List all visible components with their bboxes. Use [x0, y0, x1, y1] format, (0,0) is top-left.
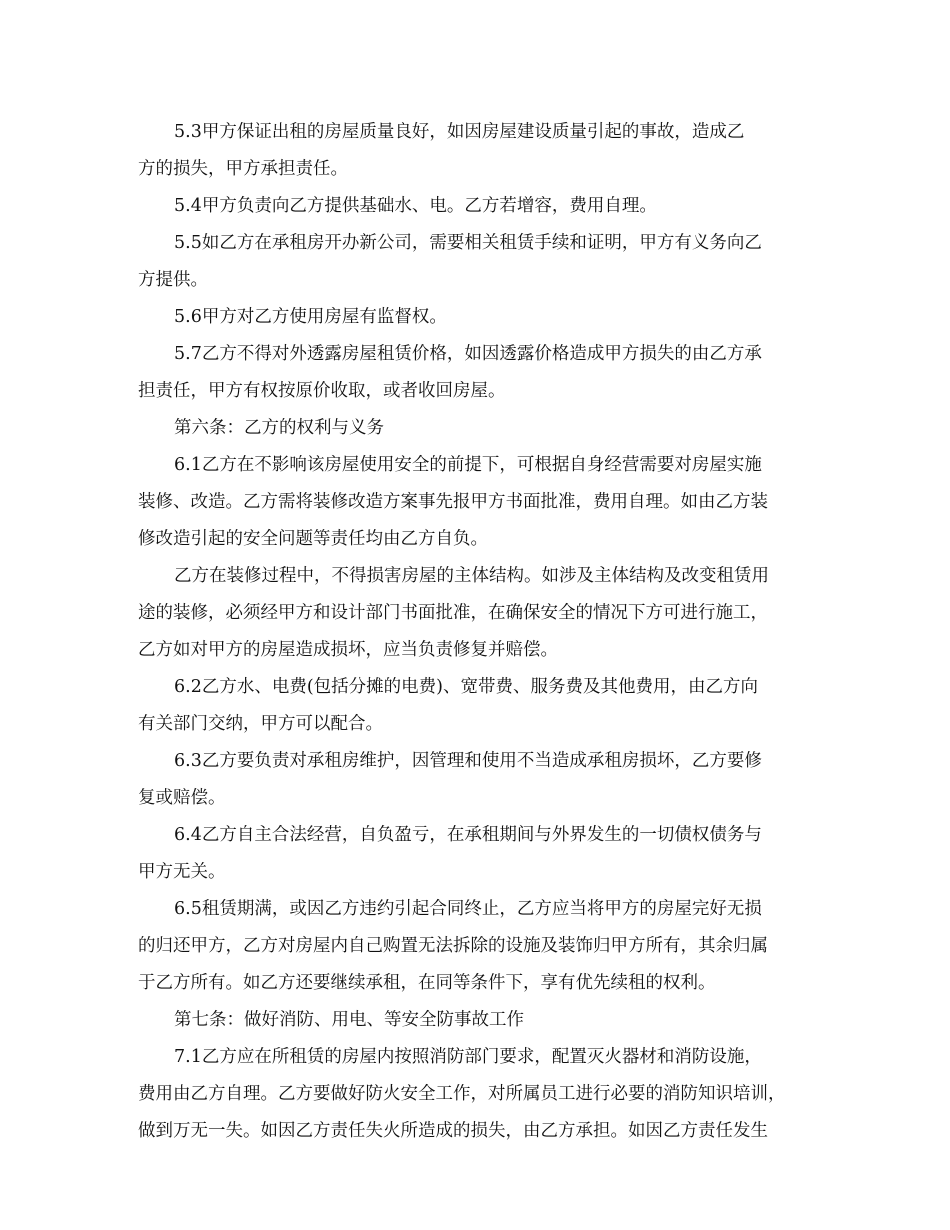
- text-line: 6.2乙方水、电费(包括分摊的电费)、宽带费、服务费及其他费用，由乙方向: [174, 677, 758, 697]
- text-line: 5.7乙方不得对外透露房屋租赁价格，如因透露价格造成甲方损失的由乙方承: [174, 344, 762, 364]
- text-line: 6.1乙方在不影响该房屋使用安全的前提下，可根据自身经营需要对房屋实施: [174, 455, 762, 475]
- text-line: 装修、改造。乙方需将装修改造方案事先报甲方书面批准，费用自理。如由乙方装: [138, 492, 768, 512]
- paragraph-6-3: [138, 743, 818, 817]
- paragraph-6-1: [138, 447, 818, 558]
- text-line: 第六条：乙方的权利与义务: [174, 418, 384, 438]
- text-line: 途的装修，必须经甲方和设计部门书面批准，在确保安全的情况下方可进行施工，: [138, 603, 768, 623]
- text-line: 有关部门交纳，甲方可以配合。: [138, 714, 383, 734]
- text-line: 6.4乙方自主合法经营，自负盈亏，在承租期间与外界发生的一切债权债务与: [174, 825, 762, 845]
- text-line: 的归还甲方，乙方对房屋内自己购置无法拆除的设施及装饰归甲方所有，其余归属: [138, 936, 768, 956]
- paragraph-5-5: [138, 225, 818, 299]
- text-line: 修改造引起的安全问题等责任均由乙方自负。: [138, 529, 488, 549]
- text-line: 方提供。: [138, 270, 208, 290]
- text-line: 做到万无一失。如因乙方责任失火所造成的损失，由乙方承担。如因乙方责任发生: [138, 1121, 768, 1141]
- text-line: 复或赔偿。: [138, 788, 226, 808]
- paragraph-5-6: [138, 299, 818, 336]
- text-line: 甲方无关。: [138, 862, 226, 882]
- text-line: 方的损失，甲方承担责任。: [138, 159, 348, 179]
- text-line: 于乙方所有。如乙方还要继续承租，在同等条件下，享有优先续租的权利。: [138, 973, 716, 993]
- text-line: 7.1乙方应在所租赁的房屋内按照消防部门要求，配置灭火器材和消防设施，: [174, 1047, 762, 1067]
- text-line: 第七条：做好消防、用电、等安全防事故工作: [174, 1010, 524, 1030]
- paragraph-6-4: [138, 817, 818, 891]
- text-line: 5.4甲方负责向乙方提供基础水、电。乙方若增容，费用自理。: [174, 196, 657, 216]
- paragraph-art7: [138, 1002, 818, 1039]
- paragraph-art6: [138, 410, 818, 447]
- paragraph-7-1: [138, 1039, 818, 1150]
- paragraph-5-3: [138, 114, 818, 188]
- paragraph-6-1b: [138, 558, 818, 669]
- text-line: 费用由乙方自理。乙方要做好防火安全工作，对所属员工进行必要的消防知识培训，: [138, 1084, 786, 1104]
- text-line: 5.3甲方保证出租的房屋质量良好，如因房屋建设质量引起的事故，造成乙: [174, 122, 745, 142]
- text-line: 5.5如乙方在承租房开办新公司，需要相关租赁手续和证明，甲方有义务向乙: [174, 233, 762, 253]
- paragraph-5-4: [138, 188, 818, 225]
- paragraph-6-2: [138, 669, 818, 743]
- text-line: 6.3乙方要负责对承租房维护，因管理和使用不当造成承租房损坏，乙方要修: [174, 751, 762, 771]
- text-line: 乙方在装修过程中，不得损害房屋的主体结构。如涉及主体结构及改变租赁用: [174, 566, 769, 586]
- paragraph-5-7: [138, 336, 818, 410]
- document-body: [138, 114, 818, 1150]
- text-line: 担责任，甲方有权按原价收取，或者收回房屋。: [138, 381, 506, 401]
- text-line: 5.6甲方对乙方使用房屋有监督权。: [174, 307, 447, 327]
- paragraph-6-5: [138, 891, 818, 1002]
- text-line: 乙方如对甲方的房屋造成损坏，应当负责修复并赔偿。: [138, 640, 558, 660]
- text-line: 6.5租赁期满，或因乙方违约引起合同终止，乙方应当将甲方的房屋完好无损: [174, 899, 762, 919]
